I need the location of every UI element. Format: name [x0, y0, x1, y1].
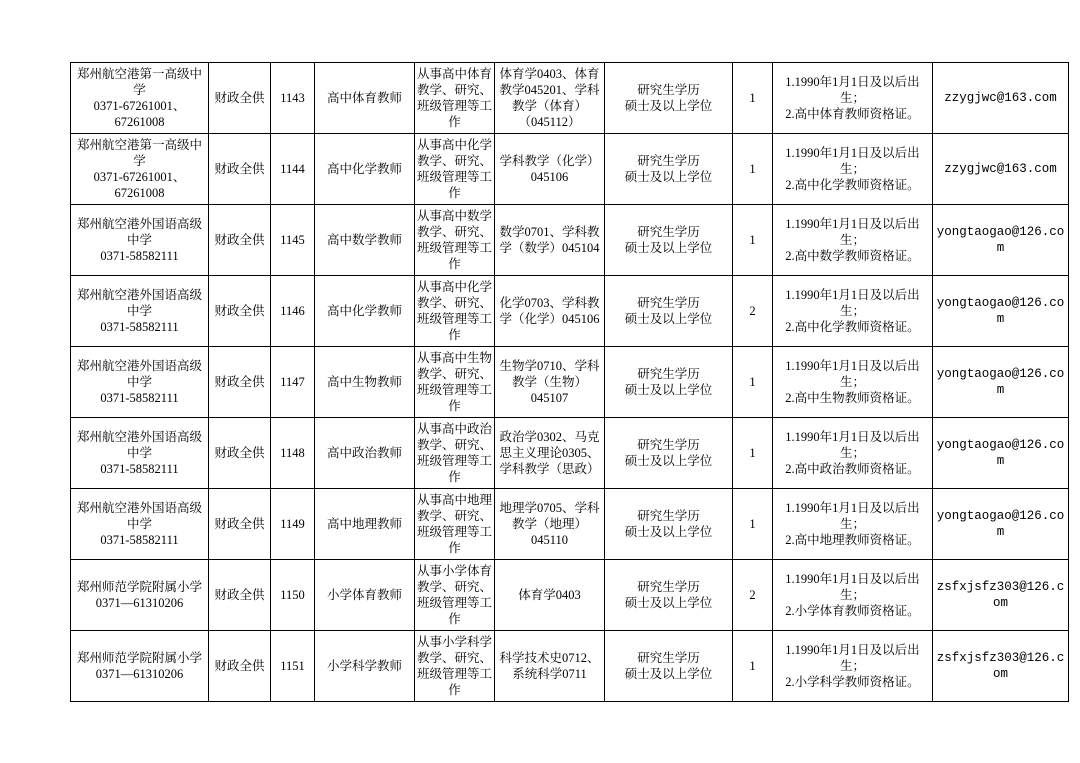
- cell-unit: 郑州航空港外国语高级中学 0371-58582111: [71, 489, 209, 560]
- table-row: [71, 63, 1069, 134]
- cell-number: 1: [733, 631, 773, 702]
- cell-email: yongtaogao@126.com: [933, 489, 1069, 560]
- condition-line-2: 2.小学体育教师资格证。: [785, 604, 920, 618]
- condition-line-2: 2.高中政治教师资格证。: [785, 462, 920, 476]
- cell-degree: 研究生学历 硕士及以上学位: [605, 418, 733, 489]
- cell-post-name: 高中政治教师: [315, 418, 415, 489]
- cell-major: 体育学0403: [495, 560, 605, 631]
- table-row: [71, 205, 1069, 276]
- cell-funding: 财政全供: [209, 134, 271, 205]
- condition-line-2: 2.高中体育教师资格证。: [785, 107, 920, 121]
- cell-degree: 研究生学历 硕士及以上学位: [605, 560, 733, 631]
- condition-line-2: 2.高中数学教师资格证。: [785, 249, 920, 263]
- cell-degree: 研究生学历 硕士及以上学位: [605, 631, 733, 702]
- cell-major: 政治学0302、马克思主义理论0305、学科教学（思政）: [495, 418, 605, 489]
- cell-conditions: [773, 63, 933, 134]
- cell-post-name: 小学科学教师: [315, 631, 415, 702]
- cell-duty: 从事高中地理教学、研究、班级管理等工作: [415, 489, 495, 560]
- cell-duty: 从事高中数学教学、研究、班级管理等工作: [415, 205, 495, 276]
- cell-degree: 研究生学历 硕士及以上学位: [605, 347, 733, 418]
- cell-unit: 郑州师范学院附属小学 0371—61310206: [71, 560, 209, 631]
- cell-funding: 财政全供: [209, 560, 271, 631]
- cell-duty: 从事高中化学教学、研究、班级管理等工作: [415, 134, 495, 205]
- cell-post-name: 小学体育教师: [315, 560, 415, 631]
- cell-post-code: 1148: [271, 418, 315, 489]
- condition-line-2: 2.高中化学教师资格证。: [785, 178, 920, 192]
- cell-degree: 研究生学历 硕士及以上学位: [605, 63, 733, 134]
- table-row: [71, 489, 1069, 560]
- cell-unit: 郑州师范学院附属小学 0371—61310206: [71, 631, 209, 702]
- cell-post-code: 1151: [271, 631, 315, 702]
- cell-number: 2: [733, 276, 773, 347]
- table-row: [71, 418, 1069, 489]
- cell-duty: 从事高中政治教学、研究、班级管理等工作: [415, 418, 495, 489]
- cell-email: yongtaogao@126.com: [933, 205, 1069, 276]
- table-body: [71, 63, 1069, 702]
- condition-line-2: 2.小学科学教师资格证。: [785, 675, 920, 689]
- cell-funding: 财政全供: [209, 489, 271, 560]
- cell-post-code: 1147: [271, 347, 315, 418]
- table-row: [71, 560, 1069, 631]
- condition-line-1: 1.1990年1月1日及以后出生；: [785, 359, 920, 389]
- cell-post-name: 高中地理教师: [315, 489, 415, 560]
- cell-email: yongtaogao@126.com: [933, 347, 1069, 418]
- cell-major: 体育学0403、体育教学045201、学科教学（体育）（045112）: [495, 63, 605, 134]
- cell-post-name: 高中数学教师: [315, 205, 415, 276]
- cell-unit: 郑州航空港外国语高级中学 0371-58582111: [71, 347, 209, 418]
- cell-unit: 郑州航空港第一高级中学 0371-67261001、67261008: [71, 134, 209, 205]
- cell-conditions: [773, 347, 933, 418]
- cell-email: zsfxjsfz303@126.com: [933, 560, 1069, 631]
- cell-email: zsfxjsfz303@126.com: [933, 631, 1069, 702]
- cell-duty: 从事高中化学教学、研究、班级管理等工作: [415, 276, 495, 347]
- cell-conditions: [773, 134, 933, 205]
- condition-line-1: 1.1990年1月1日及以后出生；: [785, 217, 920, 247]
- table-row: [71, 134, 1069, 205]
- cell-major: 数学0701、学科教学（数学）045104: [495, 205, 605, 276]
- cell-number: 1: [733, 347, 773, 418]
- cell-conditions: [773, 418, 933, 489]
- cell-number: 2: [733, 560, 773, 631]
- cell-post-name: 高中生物教师: [315, 347, 415, 418]
- cell-degree: 研究生学历 硕士及以上学位: [605, 134, 733, 205]
- cell-conditions: [773, 631, 933, 702]
- table-row: [71, 347, 1069, 418]
- condition-line-2: 2.高中地理教师资格证。: [785, 533, 920, 547]
- cell-post-code: 1144: [271, 134, 315, 205]
- cell-duty: 从事高中体育教学、研究、班级管理等工作: [415, 63, 495, 134]
- cell-conditions: [773, 205, 933, 276]
- cell-funding: 财政全供: [209, 347, 271, 418]
- cell-major: 地理学0705、学科教学（地理）045110: [495, 489, 605, 560]
- cell-conditions: [773, 489, 933, 560]
- cell-number: 1: [733, 489, 773, 560]
- cell-funding: 财政全供: [209, 418, 271, 489]
- cell-conditions: [773, 560, 933, 631]
- cell-post-code: 1146: [271, 276, 315, 347]
- cell-major: 化学0703、学科教学（化学）045106: [495, 276, 605, 347]
- cell-post-name: 高中体育教师: [315, 63, 415, 134]
- cell-funding: 财政全供: [209, 63, 271, 134]
- cell-number: 1: [733, 205, 773, 276]
- condition-line-1: 1.1990年1月1日及以后出生；: [785, 146, 920, 176]
- cell-number: 1: [733, 134, 773, 205]
- cell-funding: 财政全供: [209, 276, 271, 347]
- table-row: [71, 631, 1069, 702]
- cell-email: zzygjwc@163.com: [933, 134, 1069, 205]
- recruitment-table: [70, 62, 1069, 702]
- cell-unit: 郑州航空港外国语高级中学 0371-58582111: [71, 205, 209, 276]
- cell-funding: 财政全供: [209, 631, 271, 702]
- cell-post-name: 高中化学教师: [315, 276, 415, 347]
- condition-line-2: 2.高中化学教师资格证。: [785, 320, 920, 334]
- condition-line-1: 1.1990年1月1日及以后出生；: [785, 288, 920, 318]
- table-row: [71, 276, 1069, 347]
- cell-duty: 从事小学体育教学、研究、班级管理等工作: [415, 560, 495, 631]
- cell-number: 1: [733, 63, 773, 134]
- cell-unit: 郑州航空港第一高级中学 0371-67261001、67261008: [71, 63, 209, 134]
- cell-degree: 研究生学历 硕士及以上学位: [605, 276, 733, 347]
- cell-unit: 郑州航空港外国语高级中学 0371-58582111: [71, 418, 209, 489]
- cell-email: yongtaogao@126.com: [933, 418, 1069, 489]
- cell-conditions: [773, 276, 933, 347]
- cell-email: zzygjwc@163.com: [933, 63, 1069, 134]
- cell-post-code: 1149: [271, 489, 315, 560]
- condition-line-2: 2.高中生物教师资格证。: [785, 391, 920, 405]
- cell-unit: 郑州航空港外国语高级中学 0371-58582111: [71, 276, 209, 347]
- condition-line-1: 1.1990年1月1日及以后出生；: [785, 643, 920, 673]
- cell-number: 1: [733, 418, 773, 489]
- cell-degree: 研究生学历 硕士及以上学位: [605, 205, 733, 276]
- cell-duty: 从事小学科学教学、研究、班级管理等工作: [415, 631, 495, 702]
- cell-post-code: 1145: [271, 205, 315, 276]
- cell-duty: 从事高中生物教学、研究、班级管理等工作: [415, 347, 495, 418]
- cell-funding: 财政全供: [209, 205, 271, 276]
- condition-line-1: 1.1990年1月1日及以后出生；: [785, 572, 920, 602]
- condition-line-1: 1.1990年1月1日及以后出生；: [785, 501, 920, 531]
- cell-post-code: 1143: [271, 63, 315, 134]
- condition-line-1: 1.1990年1月1日及以后出生；: [785, 430, 920, 460]
- cell-major: 科学技术史0712、系统科学0711: [495, 631, 605, 702]
- cell-post-name: 高中化学教师: [315, 134, 415, 205]
- condition-line-1: 1.1990年1月1日及以后出生；: [785, 75, 920, 105]
- cell-major: 生物学0710、学科教学（生物）045107: [495, 347, 605, 418]
- cell-email: yongtaogao@126.com: [933, 276, 1069, 347]
- cell-major: 学科教学（化学）045106: [495, 134, 605, 205]
- cell-post-code: 1150: [271, 560, 315, 631]
- cell-degree: 研究生学历 硕士及以上学位: [605, 489, 733, 560]
